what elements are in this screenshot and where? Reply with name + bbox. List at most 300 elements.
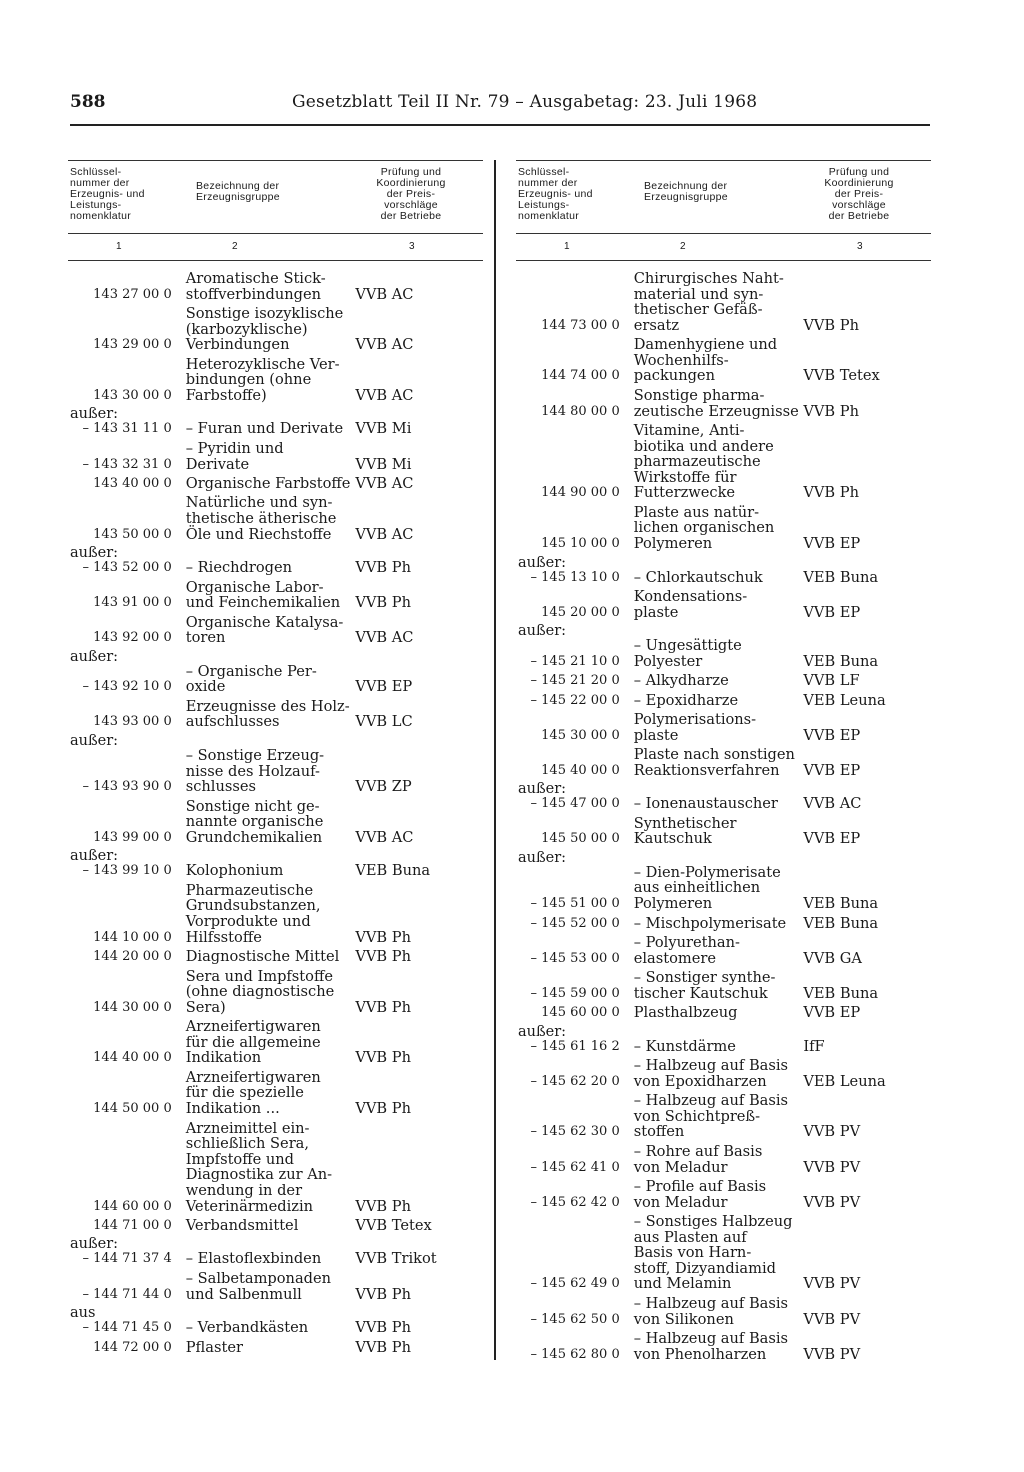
name-line: für die spezielle xyxy=(185,1084,304,1102)
table-row xyxy=(516,796,931,812)
name-line: Hilfsstoffe xyxy=(185,928,262,946)
table-row xyxy=(68,799,483,846)
key-number: – 145 62 42 0 xyxy=(530,1194,620,1210)
name-line: von Phenolharzen xyxy=(633,1345,767,1363)
name-line: elastomere xyxy=(633,949,716,967)
name-line: Heterozyklische Ver- xyxy=(185,355,340,373)
name-line: Reaktionsverfahren xyxy=(633,761,780,779)
key-number: – 143 92 10 0 xyxy=(82,679,172,695)
table-row xyxy=(68,580,483,611)
name-line: nisse des Holzauf- xyxy=(185,762,320,780)
responsible-body: VVB Ph xyxy=(355,998,411,1016)
table-row xyxy=(516,693,931,709)
key-number: 143 92 00 0 xyxy=(93,630,172,646)
key-number: 145 40 00 0 xyxy=(541,762,620,778)
table-row xyxy=(516,712,931,743)
name-line: Plasthalbzeug xyxy=(633,1004,738,1022)
name-line: Sonstige pharma- xyxy=(633,386,765,404)
responsible-body: VVB AC xyxy=(355,474,414,492)
name-line: Veterinärmedizin xyxy=(185,1197,314,1215)
responsible-body: VEB Buna xyxy=(803,652,879,670)
name-line: Sera und Impfstoffe xyxy=(185,967,333,985)
name-line: Basis von Harn- xyxy=(633,1244,752,1262)
right-rows xyxy=(516,271,931,1362)
key-number: – 144 71 44 0 xyxy=(82,1286,172,1302)
exception-note: außer: xyxy=(70,545,119,562)
responsible-body: VVB AC xyxy=(355,285,414,303)
key-number: 144 90 00 0 xyxy=(541,485,620,501)
key-number: – 145 53 00 0 xyxy=(530,950,620,966)
key-number: – 145 62 20 0 xyxy=(530,1073,620,1089)
key-number: 143 50 00 0 xyxy=(93,526,172,542)
name-line: Polymerisations- xyxy=(633,711,757,729)
column-number-1: 1 xyxy=(564,241,570,252)
product-group-name xyxy=(178,863,354,879)
key-number: – 144 71 37 4 xyxy=(82,1251,172,1267)
responsible-body: VVB AC xyxy=(355,336,414,354)
responsible-body: VVB Ph xyxy=(803,402,859,420)
table-row xyxy=(516,1005,931,1021)
name-line: toren xyxy=(185,629,226,647)
responsible-body: VVB GA xyxy=(803,949,862,967)
table-row xyxy=(516,865,931,912)
exception-note: außer: xyxy=(70,406,119,423)
product-group-name xyxy=(626,693,802,709)
column-numbers xyxy=(516,234,931,261)
responsible-body: VVB Ph xyxy=(355,1319,411,1337)
exception-note: außer: xyxy=(518,554,567,571)
product-group-name xyxy=(626,1296,802,1327)
key-number: – 145 21 10 0 xyxy=(530,653,620,669)
column-number-3: 3 xyxy=(409,241,415,252)
responsible-body: VVB AC xyxy=(355,525,414,543)
responsible-body: VVB Ph xyxy=(355,948,411,966)
product-group-name xyxy=(626,1093,802,1140)
name-line: Sonstige isozyklische xyxy=(185,305,344,323)
name-line: material und syn- xyxy=(633,285,764,303)
name-line: Kolophonium xyxy=(185,862,284,880)
name-line: Kautschuk xyxy=(633,830,712,848)
responsible-body: VVB EP xyxy=(803,830,861,848)
responsible-body: VVB Ph xyxy=(355,928,411,946)
name-line: stoffen xyxy=(633,1123,685,1141)
name-line: schlusses xyxy=(185,778,256,796)
responsible-body: VVB Ph xyxy=(355,1100,411,1118)
table-row xyxy=(68,271,483,302)
exception-note: außer: xyxy=(70,732,119,749)
name-line: aufschlusses xyxy=(185,713,280,731)
product-group-name xyxy=(178,1121,354,1215)
table-row xyxy=(516,638,931,669)
name-line: – Alkydharze xyxy=(633,672,729,690)
name-line: von Meladur xyxy=(633,1158,728,1176)
table-row xyxy=(68,1271,483,1302)
column-number-2: 2 xyxy=(680,241,686,252)
name-line: Futterzwecke xyxy=(633,484,736,502)
name-line: – Sonstiges Halbzeug xyxy=(633,1213,793,1231)
name-line: Organische Labor- xyxy=(185,578,324,596)
product-group-name xyxy=(626,505,802,552)
name-line: Damenhygiene und xyxy=(633,336,778,354)
responsible-body: VEB Leuna xyxy=(803,691,886,709)
product-group-name xyxy=(626,916,802,932)
key-number: 144 60 00 0 xyxy=(93,1198,172,1214)
key-number: – 145 59 00 0 xyxy=(530,985,620,1001)
name-line: Farbstoffe) xyxy=(185,386,267,404)
responsible-body: VEB Leuna xyxy=(803,1072,886,1090)
column-number-1: 1 xyxy=(116,241,122,252)
column-divider xyxy=(494,160,496,1360)
table-row xyxy=(68,476,483,492)
name-line: Kondensations- xyxy=(633,588,748,606)
responsible-body: VVB AC xyxy=(355,629,414,647)
key-number: 144 74 00 0 xyxy=(541,368,620,384)
responsible-body: IfF xyxy=(803,1037,825,1055)
name-line: bindungen (ohne xyxy=(185,371,312,389)
table-row xyxy=(68,949,483,965)
key-number: 144 10 00 0 xyxy=(93,929,172,945)
product-group-name xyxy=(178,560,354,576)
table-row xyxy=(68,883,483,945)
key-number: 143 29 00 0 xyxy=(93,337,172,353)
key-number: 145 10 00 0 xyxy=(541,536,620,552)
product-group-name xyxy=(178,1218,354,1234)
key-number: – 145 47 00 0 xyxy=(530,796,620,812)
product-group-name xyxy=(626,970,802,1001)
product-group-name xyxy=(626,747,802,778)
key-number: – 143 32 31 0 xyxy=(82,456,172,472)
name-line: ersatz xyxy=(633,316,680,334)
product-group-name xyxy=(626,1144,802,1175)
responsible-body: VVB Ph xyxy=(803,316,859,334)
header-price-review: Prüfung und Koordinierung der Preis- vorschläge der Betriebe xyxy=(376,166,446,222)
product-group-name xyxy=(178,441,354,472)
table-row xyxy=(68,357,483,404)
responsible-body: VVB AC xyxy=(355,828,414,846)
name-line: Polymeren xyxy=(633,535,713,553)
responsible-body: VVB Trikot xyxy=(355,1250,437,1268)
table-row xyxy=(516,423,931,501)
name-line: – Polyurethan- xyxy=(633,934,740,952)
key-number: 143 27 00 0 xyxy=(93,286,172,302)
key-number: – 145 62 49 0 xyxy=(530,1276,620,1292)
responsible-body: VVB Ph xyxy=(355,1197,411,1215)
product-group-name xyxy=(178,495,354,542)
name-line: von Epoxidharzen xyxy=(633,1072,767,1090)
name-line: Verbindungen xyxy=(185,336,290,354)
responsible-body: VVB PV xyxy=(803,1275,861,1293)
key-number: 143 30 00 0 xyxy=(93,387,172,403)
name-line: packungen xyxy=(633,367,715,385)
table-row xyxy=(516,673,931,689)
table-row xyxy=(516,1179,931,1210)
table-row xyxy=(68,1340,483,1356)
key-number: – 144 71 45 0 xyxy=(82,1320,172,1336)
product-group-name xyxy=(626,570,802,586)
table-row xyxy=(516,1296,931,1327)
name-line: Vorprodukte und xyxy=(185,912,311,930)
table-row xyxy=(516,388,931,419)
key-number: – 145 62 50 0 xyxy=(530,1311,620,1327)
responsible-body: VVB Mi xyxy=(355,455,412,473)
table-row xyxy=(68,421,483,437)
product-group-name xyxy=(178,1320,354,1336)
responsible-body: VVB Ph xyxy=(803,484,859,502)
responsible-body: VVB Mi xyxy=(355,420,412,438)
name-line: Sonstige nicht ge- xyxy=(185,797,320,815)
product-group-name xyxy=(626,1214,802,1292)
product-group-name xyxy=(626,1005,802,1021)
name-line: zeutische Erzeugnisse xyxy=(633,402,799,420)
product-group-name xyxy=(626,935,802,966)
key-number: – 143 31 11 0 xyxy=(82,421,172,437)
table-row xyxy=(68,863,483,879)
name-line: Natürliche und syn- xyxy=(185,494,333,512)
table-row xyxy=(516,1144,931,1175)
product-group-name xyxy=(178,1070,354,1117)
name-line: Chirurgisches Naht- xyxy=(633,270,784,287)
key-number: 143 99 00 0 xyxy=(93,829,172,845)
exception-note: außer: xyxy=(518,849,567,866)
table-row xyxy=(68,615,483,646)
table-row xyxy=(516,1093,931,1140)
name-line: – Furan und Derivate xyxy=(185,420,344,438)
product-group-name xyxy=(178,883,354,945)
product-group-name xyxy=(178,476,354,492)
name-line: – Salbetamponaden xyxy=(185,1269,332,1287)
responsible-body: VVB EP xyxy=(355,678,413,696)
key-number: – 145 51 00 0 xyxy=(530,896,620,912)
table-row xyxy=(516,570,931,586)
product-group-name xyxy=(626,638,802,669)
product-group-name xyxy=(178,1271,354,1302)
name-line: Indikation ... xyxy=(185,1100,280,1118)
page-number: 588 xyxy=(70,92,106,112)
responsible-body: VVB LF xyxy=(803,672,860,690)
name-line: – Halbzeug auf Basis xyxy=(633,1294,789,1312)
header-price-review: Prüfung und Koordinierung der Preis- vorschläge der Betriebe xyxy=(824,166,894,222)
table-row xyxy=(516,271,931,333)
name-line: Diagnostika zur An- xyxy=(185,1166,333,1184)
name-line: aus Plasten auf xyxy=(633,1228,747,1246)
product-group-name xyxy=(178,580,354,611)
responsible-body: VVB PV xyxy=(803,1158,861,1176)
table-row xyxy=(516,1331,931,1362)
responsible-body: VVB EP xyxy=(803,535,861,553)
product-group-name xyxy=(626,796,802,812)
key-number: – 145 22 00 0 xyxy=(530,692,620,708)
right-column xyxy=(516,160,931,1366)
responsible-body: VEB Buna xyxy=(803,895,879,913)
name-line: und Salbenmull xyxy=(185,1285,302,1303)
name-line: – Pyridin und xyxy=(185,439,284,457)
name-line: schließlich Sera, xyxy=(185,1135,310,1153)
name-line: Derivate xyxy=(185,455,250,473)
name-line: – Halbzeug auf Basis xyxy=(633,1092,789,1110)
name-line: stoffverbindungen xyxy=(185,285,322,303)
table-row xyxy=(516,589,931,620)
name-line: – Riechdrogen xyxy=(185,559,293,577)
product-group-name xyxy=(178,748,354,795)
name-line: thetischer Gefäß- xyxy=(633,301,763,319)
product-group-name xyxy=(178,969,354,1016)
name-line: Organische Katalysa- xyxy=(185,613,344,631)
header-rule xyxy=(70,124,930,126)
name-line: tischer Kautschuk xyxy=(633,984,768,1002)
name-line: – Ungesättigte xyxy=(633,637,742,655)
name-line: Plaste aus natür- xyxy=(633,503,760,521)
name-line: Polymeren xyxy=(633,895,713,913)
name-line: – Profile auf Basis xyxy=(633,1177,767,1195)
key-number: – 143 93 90 0 xyxy=(82,779,172,795)
responsible-body: VVB EP xyxy=(803,1004,861,1022)
table-row xyxy=(68,699,483,730)
header-product-group: Bezeichnung der Erzeugnisgruppe xyxy=(644,180,728,203)
running-title: Gesetzblatt Teil II Nr. 79 – Ausgabetag: 23. Juli 1968 xyxy=(292,92,758,112)
column-number-2: 2 xyxy=(232,241,238,252)
column-numbers xyxy=(68,234,483,261)
responsible-body: VEB Buna xyxy=(803,568,879,586)
table-row xyxy=(68,495,483,542)
name-line: – Verbandkästen xyxy=(185,1319,309,1337)
product-group-name xyxy=(626,865,802,912)
table-row xyxy=(516,337,931,384)
table-header xyxy=(68,160,483,234)
product-group-name xyxy=(178,357,354,404)
product-group-name xyxy=(626,423,802,501)
key-number: – 145 52 00 0 xyxy=(530,915,620,931)
name-line: – Rohre auf Basis xyxy=(633,1142,763,1160)
name-line: thetische ätherische xyxy=(185,510,337,528)
table-row xyxy=(516,970,931,1001)
product-group-name xyxy=(626,1039,802,1055)
exception-note: außer: xyxy=(70,648,119,665)
header-key-number: Schlüssel- nummer der Erzeugnis- und Leistungs- nomenklatur xyxy=(518,166,593,222)
name-line: Polyester xyxy=(633,652,703,670)
name-line: Vitamine, Anti- xyxy=(633,422,745,440)
key-number: 144 73 00 0 xyxy=(541,317,620,333)
left-column xyxy=(68,160,483,1359)
name-line: – Organische Per- xyxy=(185,662,317,680)
key-number: – 145 21 20 0 xyxy=(530,673,620,689)
table-row xyxy=(68,1320,483,1336)
exception-note: außer: xyxy=(70,848,119,865)
name-line: (ohne diagnostische xyxy=(185,983,335,1001)
name-line: Wochenhilfs- xyxy=(633,351,729,369)
name-line: Indikation xyxy=(185,1049,262,1067)
product-group-name xyxy=(626,712,802,743)
responsible-body: VVB Tetex xyxy=(355,1216,432,1234)
page-header xyxy=(70,92,930,116)
name-line: von Schichtpreß- xyxy=(633,1107,761,1125)
key-number: 143 40 00 0 xyxy=(93,475,172,491)
responsible-body: VVB PV xyxy=(803,1193,861,1211)
product-group-name xyxy=(178,1251,354,1267)
product-group-name xyxy=(626,673,802,689)
table-row xyxy=(68,441,483,472)
name-line: aus einheitlichen xyxy=(633,879,761,897)
key-number: 145 60 00 0 xyxy=(541,1005,620,1021)
table-row xyxy=(68,306,483,353)
key-number: – 145 61 16 2 xyxy=(530,1038,620,1054)
table-row xyxy=(516,935,931,966)
product-group-name xyxy=(626,1058,802,1089)
responsible-body: VVB Ph xyxy=(355,594,411,612)
name-line: biotika und andere xyxy=(633,437,774,455)
table-row xyxy=(516,1214,931,1292)
key-number: 145 50 00 0 xyxy=(541,831,620,847)
table-row xyxy=(516,1058,931,1089)
key-number: 144 71 00 0 xyxy=(93,1217,172,1233)
key-number: 143 93 00 0 xyxy=(93,714,172,730)
table-row xyxy=(516,505,931,552)
table-row xyxy=(68,1121,483,1215)
product-group-name xyxy=(178,799,354,846)
name-line: Wirkstoffe für xyxy=(633,468,737,486)
key-number: – 143 99 10 0 xyxy=(82,863,172,879)
product-group-name xyxy=(626,1331,802,1362)
responsible-body: VVB Ph xyxy=(355,1338,411,1356)
key-number: 144 72 00 0 xyxy=(93,1339,172,1355)
table-row xyxy=(68,664,483,695)
product-group-name xyxy=(178,421,354,437)
table-row xyxy=(68,1019,483,1066)
exception-note: aus xyxy=(70,1305,96,1322)
column-number-3: 3 xyxy=(857,241,863,252)
product-group-name xyxy=(178,615,354,646)
product-group-name xyxy=(178,1340,354,1356)
key-number: 144 20 00 0 xyxy=(93,949,172,965)
name-line: Aromatische Stick- xyxy=(185,270,326,287)
name-line: und Feinchemikalien xyxy=(185,594,341,612)
key-number: 144 30 00 0 xyxy=(93,999,172,1015)
product-group-name xyxy=(178,664,354,695)
responsible-body: VVB Ph xyxy=(355,1285,411,1303)
name-line: – Elastoflexbinden xyxy=(185,1250,322,1268)
key-number: 145 30 00 0 xyxy=(541,727,620,743)
key-number: 144 50 00 0 xyxy=(93,1101,172,1117)
table-row xyxy=(68,969,483,1016)
name-line: – Halbzeug auf Basis xyxy=(633,1330,789,1347)
name-line: oxide xyxy=(185,678,226,696)
name-line: wendung in der xyxy=(185,1181,303,1199)
product-group-name xyxy=(178,306,354,353)
responsible-body: VVB LC xyxy=(355,713,413,731)
name-line: für die allgemeine xyxy=(185,1033,321,1051)
product-group-name xyxy=(178,1019,354,1066)
table-row xyxy=(68,1070,483,1117)
name-line: Plaste nach sonstigen xyxy=(633,746,795,764)
name-line: Pflaster xyxy=(185,1338,243,1356)
table-header xyxy=(516,160,931,234)
product-group-name xyxy=(178,699,354,730)
name-line: – Halbzeug auf Basis xyxy=(633,1057,789,1075)
key-number: – 145 62 30 0 xyxy=(530,1124,620,1140)
exception-note: außer: xyxy=(70,1236,119,1253)
name-line: – Ionenaustauscher xyxy=(633,795,778,813)
name-line: – Sonstiger synthe- xyxy=(633,969,776,987)
header-product-group: Bezeichnung der Erzeugnisgruppe xyxy=(196,180,280,203)
name-line: Erzeugnisse des Holz- xyxy=(185,697,350,715)
responsible-body: VVB AC xyxy=(803,795,862,813)
responsible-body: VVB Ph xyxy=(355,559,411,577)
product-group-name xyxy=(626,337,802,384)
key-number: – 143 52 00 0 xyxy=(82,560,172,576)
responsible-body: VVB PV xyxy=(803,1123,861,1141)
name-line: Impfstoffe und xyxy=(185,1150,295,1168)
name-line: – Sonstige Erzeug- xyxy=(185,746,325,764)
name-line: pharmazeutische xyxy=(633,453,761,471)
